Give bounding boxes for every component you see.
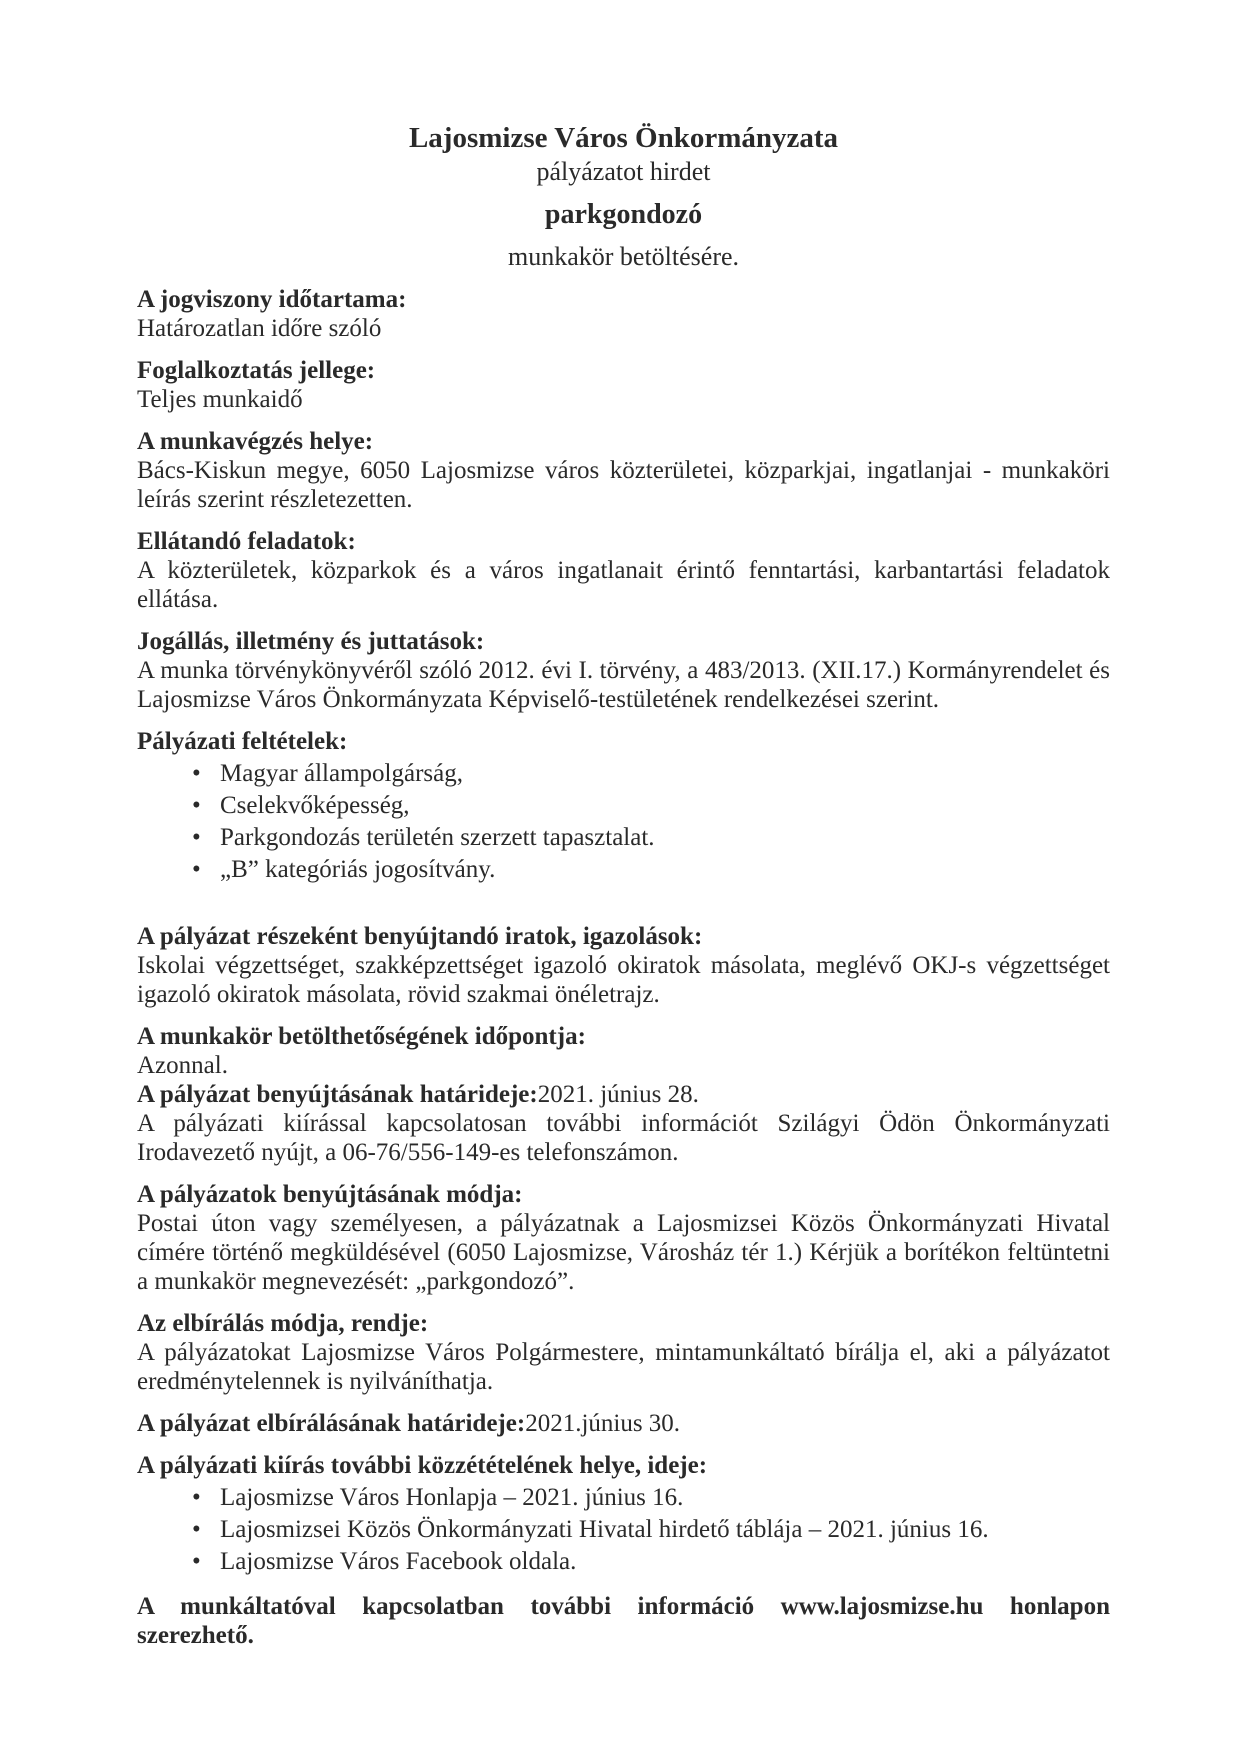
section-heading-benyujtas-modja: A pályázatok benyújtásának módja: (137, 1181, 523, 1208)
section-heading-betoltheto: A munkakör betölthetőségének időpontja: (137, 1023, 586, 1050)
deadline-line (137, 1080, 1110, 1109)
position-title: parkgondozó (544, 199, 703, 230)
section-heading-feladatok: Ellátandó feladatok: (137, 528, 356, 555)
section-jogallas (137, 627, 1110, 714)
list-item: • Cselekvőképesség, (137, 791, 1110, 820)
section-heading-munkavegzes: A munkavégzés helye: (137, 428, 374, 455)
section-kozzetetel (137, 1451, 1110, 1576)
list-item: • Magyar állampolgárság, (137, 759, 1110, 788)
feltetelek-list (137, 759, 1110, 884)
kozzetetel-list (137, 1483, 1110, 1576)
section-body-elbiralas: A pályázatokat Lajosmizse Város Polgármestere, mintamunkáltató bírálja el, aki a pályázatot eredménytelennek is nyilváníthatja. (137, 1339, 1110, 1395)
section-heading-jogviszony: A jogviszony időtartama: (137, 286, 407, 313)
list-item: • Lajosmizse Város Honlapja – 2021. június 16. (137, 1483, 1110, 1512)
list-item: • Lajosmizsei Közös Önkormányzati Hivatal hirdető táblája – 2021. június 16. (137, 1515, 1110, 1544)
section-iratok (137, 922, 1110, 1009)
section-benyujtas-hatarido (137, 1080, 1110, 1167)
employer-info-line: A munkáltatóval kapcsolatban további információ www.lajosmizse.hu honlapon szerezhető. (137, 1593, 1110, 1649)
section-feltetelek (137, 727, 1110, 884)
organization-name: Lajosmizse Város Önkormányzata (408, 122, 839, 154)
section-heading-jogallas: Jogállás, illetmény és juttatások: (137, 628, 485, 655)
announce-line: pályázatot hirdet (536, 157, 711, 186)
section-body-feladatok: A közterületek, közparkok és a város ingatlanait érintő fenntartási, karbantartási feladatok ellátása. (137, 557, 1110, 613)
section-body-foglalkoztatas: Teljes munkaidő (137, 386, 303, 413)
section-heading-kozzetetel: A pályázati kiírás további közzétételének helye, ideje: (137, 1452, 708, 1479)
position-suffix: munkakör betöltésére. (507, 242, 740, 271)
section-heading-elbiralas: Az elbírálás módja, rendje: (137, 1310, 429, 1337)
section-body-iratok: Iskolai végzettséget, szakképzettséget igazoló okiratok másolata, meglévő OKJ-s végzettséget igazoló okiratok másolata, rövid szakmai önéletrajz. (137, 952, 1110, 1008)
section-elbiralas-hatarido (137, 1409, 1110, 1438)
section-body-betoltheto: Azonnal. (137, 1052, 228, 1079)
section-note-benyujtas: A pályázati kiírással kapcsolatosan további információt Szilágyi Ödön Önkormányzati Irodavezető nyújt, a 06-76/556-149-es telefonszámon. (137, 1110, 1110, 1166)
section-betoltheto (137, 1022, 1110, 1080)
decision-deadline-value: 2021.június 30. (525, 1410, 681, 1437)
section-elbiralas (137, 1309, 1110, 1396)
section-body-benyujtas-modja: Postai úton vagy személyesen, a pályázatnak a Lajosmizsei Közös Önkormányzati Hivatal címére történő megküldésével (6050 Lajosmizse, Városház tér 1.) Kérjük a borítékon feltüntetni a munkakör megnevezését: „parkgondozó”. (137, 1210, 1110, 1295)
deadline-value: 2021. június 28. (537, 1081, 699, 1108)
section-jogviszony (137, 285, 1110, 343)
list-item: • Parkgondozás területén szerzett tapasztalat. (137, 823, 1110, 852)
list-item: • „B” kategóriás jogosítvány. (137, 855, 1110, 884)
section-heading-feltetelek: Pályázati feltételek: (137, 728, 348, 755)
section-heading-foglalkoztatas: Foglalkoztatás jellege: (137, 357, 376, 384)
section-foglalkoztatas (137, 356, 1110, 414)
section-body-jogviszony: Határozatlan időre szóló (137, 315, 382, 342)
section-benyujtas-modja (137, 1180, 1110, 1296)
section-munkavegzes (137, 427, 1110, 514)
section-heading-iratok: A pályázat részeként benyújtandó iratok, igazolások: (137, 923, 703, 950)
section-body-jogallas: A munka törvénykönyvéről szóló 2012. évi I. törvény, a 483/2013. (XII.17.) Kormányrendelet és Lajosmizse Város Önkormányzata Képviselő-testületének rendelkezései szerint. (137, 657, 1110, 713)
document-header (137, 122, 1110, 272)
section-feladatok (137, 527, 1110, 614)
deadline-label: A pályázat benyújtásának határideje: (137, 1081, 538, 1108)
decision-deadline-line (137, 1409, 1110, 1438)
list-item: • Lajosmizse Város Facebook oldala. (137, 1547, 1110, 1576)
section-body-munkavegzes: Bács-Kiskun megye, 6050 Lajosmizse város közterületei, közparkjai, ingatlanjai - munkaköri leírás szerint részletezetten. (137, 457, 1110, 513)
decision-deadline-label: A pályázat elbírálásának határideje: (137, 1410, 526, 1437)
